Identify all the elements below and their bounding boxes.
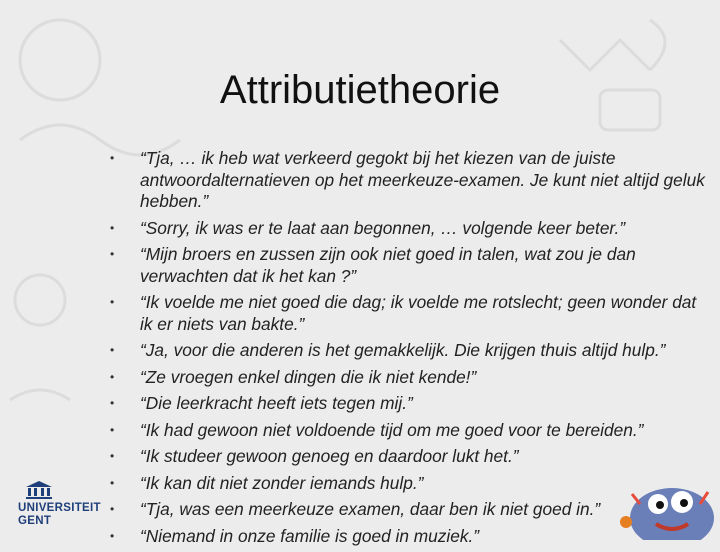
bullet: • xyxy=(110,343,115,357)
bullet: • xyxy=(110,502,115,516)
quote-text: “Ik had gewoon niet voldoende tijd om me goed voor te bereiden.” xyxy=(140,419,644,440)
bullet: • xyxy=(110,151,115,165)
list-item xyxy=(106,393,706,415)
list-item xyxy=(106,340,706,362)
quote-text: “Tja, … ik heb wat verkeerd gegokt bij het kiezen van de juiste antwoordalternatieven op het meerkeuze-examen. Je kunt niet altijd geluk hebben.” xyxy=(140,148,705,211)
bullet: • xyxy=(110,475,115,490)
quote-text: “Ik kan dit niet zonder iemands hulp.” xyxy=(140,472,424,493)
list-item xyxy=(106,446,706,468)
quote-text: “Ja, voor die anderen is het gemakkelijk. Die krijgen thuis altijd hulp.” xyxy=(140,340,666,360)
bullet: • xyxy=(110,396,115,410)
bullet: • xyxy=(110,220,115,235)
bullet: • xyxy=(110,369,115,384)
quote-text: “Sorry, ik was er te laat aan begonnen, … volgende keer beter.” xyxy=(140,217,626,238)
university-building-icon xyxy=(24,480,54,500)
list-item xyxy=(106,218,706,240)
bullet: • xyxy=(110,449,115,463)
cartoon-monster-icon xyxy=(612,474,720,540)
quote-text: “Ik voelde me niet goed die dag; ik voelde me rotslecht; geen wonder dat ik er niets van bakte.” xyxy=(140,292,697,334)
quote-text: “Mijn broers en zussen zijn ook niet goed in talen, wat zou je dan verwachten dat ik het kan ?” xyxy=(140,244,636,286)
list-item xyxy=(106,420,706,442)
bullet: • xyxy=(110,247,115,261)
logo-text-line1: UNIVERSITEIT xyxy=(18,502,101,514)
bullet: • xyxy=(110,528,115,543)
logo-text-line2: GENT xyxy=(18,515,52,527)
university-logo xyxy=(18,480,101,528)
slide-title: Attributietheorie xyxy=(219,68,501,112)
quote-text: “Tja, was een meerkeuze examen, daar ben ik niet goed in.” xyxy=(140,499,601,519)
bullet: • xyxy=(110,295,115,309)
list-item xyxy=(106,292,706,335)
list-item xyxy=(106,148,706,213)
quote-text: “Ik studeer gewoon genoeg en daardoor lukt het.” xyxy=(140,446,519,466)
quote-text: “Ze vroegen enkel dingen die ik niet kende!” xyxy=(140,366,477,387)
list-item xyxy=(106,244,706,287)
bullet: • xyxy=(110,422,115,437)
quote-text: “Niemand in onze familie is goed in muziek.” xyxy=(140,525,480,546)
list-item xyxy=(106,367,706,389)
quote-text: “Die leerkracht heeft iets tegen mij.” xyxy=(140,393,413,413)
